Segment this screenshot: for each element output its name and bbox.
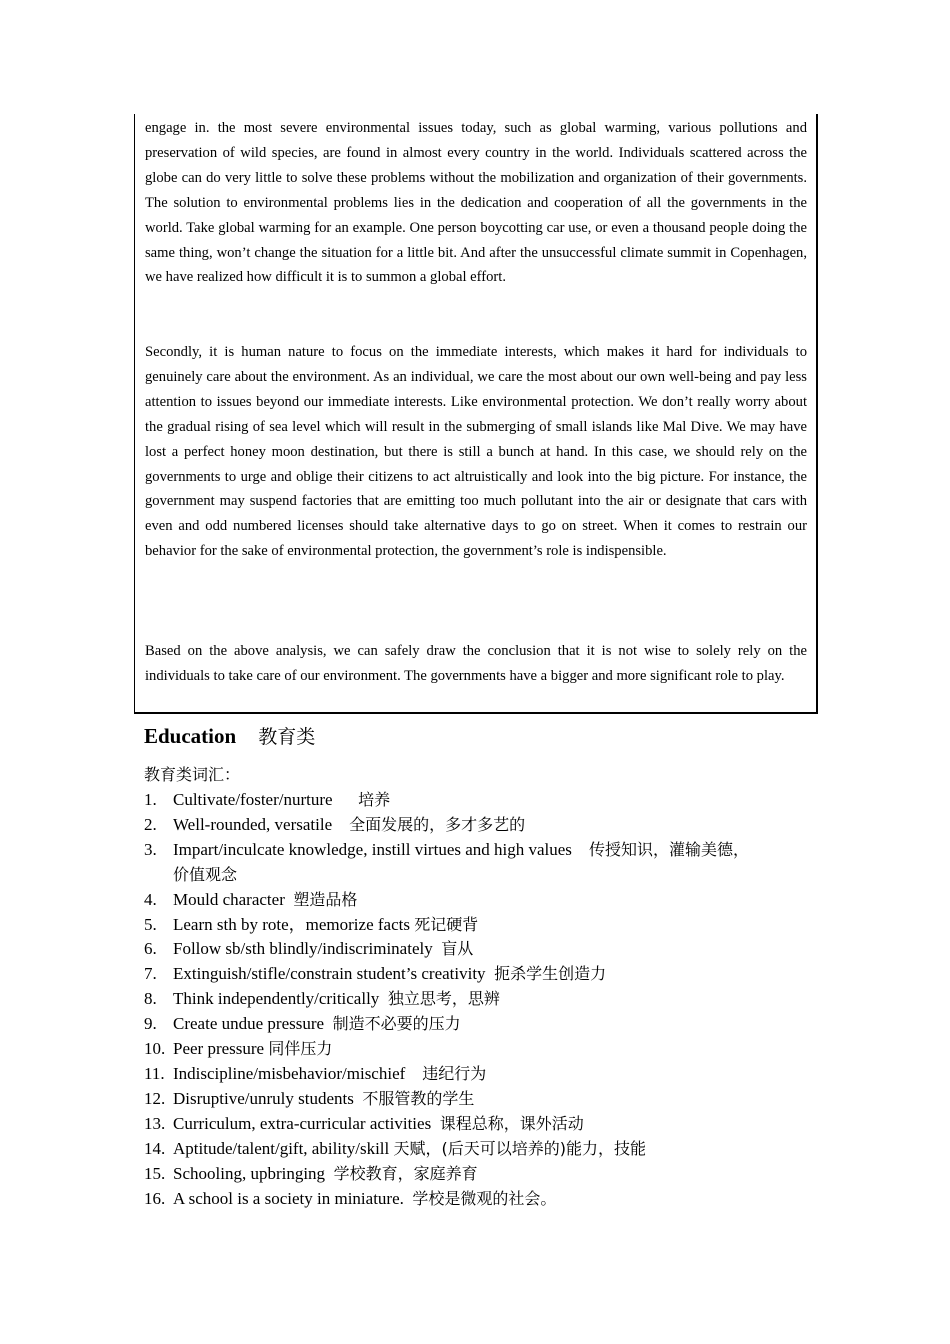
vocab-number: 13. xyxy=(144,1113,166,1133)
vocab-translation: 不服管教的学生 xyxy=(362,1088,475,1108)
vocab-number: 15. xyxy=(144,1163,166,1183)
vocab-item xyxy=(144,1062,824,1087)
vocab-spacer xyxy=(431,1114,440,1133)
vocab-item xyxy=(144,987,824,1012)
vocab-number: 6. xyxy=(144,939,157,959)
vocab-translation: 同伴压力 xyxy=(268,1039,333,1059)
vocab-item xyxy=(144,788,824,813)
vocab-spacer xyxy=(405,1064,422,1083)
vocab-translation-continued: 价值观念 xyxy=(173,864,238,884)
vocab-term: Impart/inculcate knowledge, instill virtues and high values xyxy=(173,839,572,859)
vocab-term: Schooling, upbringing xyxy=(173,1163,326,1183)
vocab-term: Indiscipline/misbehavior/mischief xyxy=(173,1063,406,1083)
vocab-intro: 教育类词汇： xyxy=(144,765,241,784)
vocab-spacer xyxy=(572,840,589,859)
vocab-term: Create undue pressure xyxy=(173,1014,325,1034)
vocab-spacer xyxy=(332,815,349,834)
vocab-spacer xyxy=(433,939,442,958)
vocab-translation: 天赋，(后天可以培养的)能力，技能 xyxy=(393,1138,647,1158)
vocab-item xyxy=(144,1162,824,1187)
vocab-spacer xyxy=(486,964,495,983)
essay-paragraph-2: Secondly, it is human nature to focus on the immediate interests, which makes it hard for individuals to genuinely care about the environment. As an individual, we care the most about our own well-being and pay less attention to issues beyond our immediate interests. Like environmental protection. We don’t really worry about the gradual rising of sea level which will result in the submerging of small islands like Mal Dive. We may have lost a perfect honey moon destination, but there is still a bunch at hand. In this case, we should rely on the governments to urge and oblige their citizens to act altruistically and look into the big picture. For instance, the government may suspend factories that are emitting too much pollutant into the air or designate that cars with even and odd numbered licenses should take alternative days to go on street. When it comes to restrain our behavior for the sake of environmental protection, the government’s role is indispensible. xyxy=(145,344,807,560)
vocab-term: Learn sth by rote，memorize facts xyxy=(173,914,410,934)
vocab-number: 7. xyxy=(144,964,157,984)
vocab-item xyxy=(144,1037,824,1062)
vocab-term: Aptitude/talent/gift, ability/skill xyxy=(173,1138,390,1158)
vocab-number: 11. xyxy=(144,1063,165,1083)
vocab-translation: 学校是微观的社会。 xyxy=(412,1188,557,1208)
vocab-item xyxy=(144,937,824,962)
vocab-translation: 传授知识，灌输美德， xyxy=(588,839,749,859)
vocab-number: 14. xyxy=(144,1138,166,1158)
section-title-zh: 教育类 xyxy=(258,726,316,748)
vocab-number: 2. xyxy=(144,814,157,834)
vocab-number: 3. xyxy=(144,839,157,859)
section-title-en: Education xyxy=(144,724,237,748)
vocab-term: Think independently/critically xyxy=(173,989,380,1009)
vocab-translation: 制造不必要的压力 xyxy=(332,1014,461,1034)
vocab-translation: 违纪行为 xyxy=(422,1063,487,1083)
vocab-term: Follow sb/sth blindly/indiscriminately xyxy=(173,939,433,959)
vocab-item xyxy=(144,1137,824,1162)
vocab-term: Peer pressure xyxy=(173,1039,265,1059)
vocab-translation: 塑造品格 xyxy=(293,889,358,909)
vocab-translation: 独立思考，思辨 xyxy=(387,989,500,1009)
vocab-term: Disruptive/unruly students xyxy=(173,1088,354,1108)
vocab-item xyxy=(144,838,824,888)
vocab-number: 12. xyxy=(144,1088,166,1108)
essay-box xyxy=(134,114,818,714)
vocab-term: Curriculum, extra-curricular activities xyxy=(173,1113,432,1133)
vocab-spacer xyxy=(379,989,388,1008)
vocab-translation: 全面发展的，多才多艺的 xyxy=(349,814,526,834)
vocab-term: Mould character xyxy=(173,889,285,909)
vocab-term: Cultivate/foster/nurture xyxy=(173,790,333,809)
vocab-item xyxy=(144,913,824,938)
essay-paragraph-3: Based on the above analysis, we can safely draw the conclusion that it is not wise to solely rely on the individuals to take care of our environment. The governments have a bigger and more significant role to play. xyxy=(145,643,807,684)
vocab-list xyxy=(144,788,824,1211)
vocab-item xyxy=(144,1112,824,1137)
vocab-item xyxy=(144,813,824,838)
vocab-translation: 死记硬背 xyxy=(414,914,479,934)
vocab-term: A school is a society in miniature. xyxy=(173,1188,404,1208)
vocab-translation: 扼杀学生创造力 xyxy=(494,964,607,984)
vocab-item xyxy=(144,1187,824,1212)
vocab-translation: 学校教育，家庭养育 xyxy=(333,1163,478,1183)
vocab-translation: 盲从 xyxy=(441,939,474,959)
vocab-item xyxy=(144,888,824,913)
vocab-spacer xyxy=(333,790,359,809)
vocab-item xyxy=(144,1012,824,1037)
vocab-number: 1. xyxy=(144,790,157,809)
vocab-item xyxy=(144,1087,824,1112)
vocab-spacer xyxy=(325,1164,334,1183)
vocab-item xyxy=(144,962,824,987)
vocab-number: 16. xyxy=(144,1188,166,1208)
vocab-number: 9. xyxy=(144,1014,157,1034)
vocab-term: Extinguish/stifle/constrain student’s creativity xyxy=(173,964,486,984)
vocab-number: 4. xyxy=(144,889,157,909)
vocab-spacer xyxy=(324,1014,333,1033)
essay-paragraph-1: engage in. the most severe environmental issues today, such as global warming, various pollutions and preservation of wild species, are found in almost every country in the world. Individuals scattered across the globe can do very little to solve these problems without the mobilization and organization of their governments. The solution to environmental problems lies in the dedication and cooperation of all the governments in the world. Take global warming for an example. One person boycotting car use, or even a thousand people doing the same thing, won’t change the situation for a little bit. And after the unsuccessful climate summit in Copenhagen, we have realized how difficult it is to summon a global effort. xyxy=(145,120,807,286)
vocab-translation: 课程总称，课外活动 xyxy=(439,1113,584,1133)
vocab-number: 10. xyxy=(144,1039,166,1059)
vocab-number: 5. xyxy=(144,914,157,934)
section-heading xyxy=(144,722,315,751)
vocab-number: 8. xyxy=(144,989,157,1009)
vocab-translation: 培养 xyxy=(358,790,391,809)
vocab-term: Well-rounded, versatile xyxy=(173,814,333,834)
